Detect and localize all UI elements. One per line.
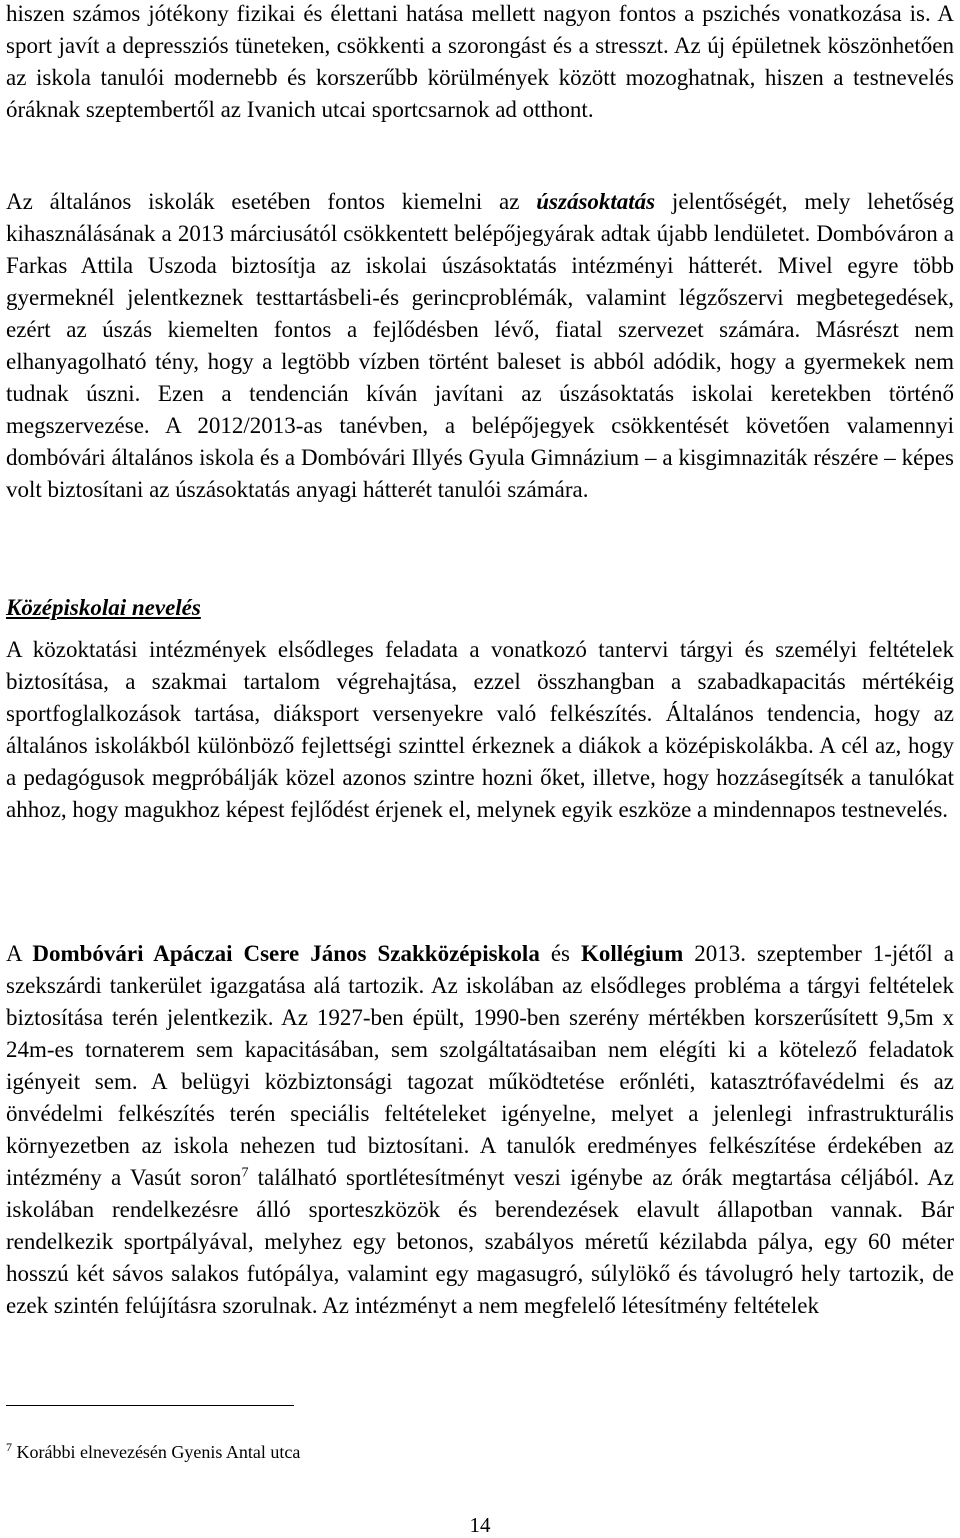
footnote-reference[interactable]: 7: [241, 1165, 249, 1181]
footnote: [6, 1440, 300, 1464]
paragraph-swimming: [6, 186, 954, 506]
paragraph-sport-benefits: [6, 0, 954, 126]
school-name-dormitory: Kollégium: [581, 941, 684, 966]
school-name: Dombóvári Apáczai Csere János Szakközépiskola: [32, 941, 540, 966]
paragraph-lead: A: [6, 941, 33, 966]
paragraph-text-rest: jelentőségét, mely lehetőség kihasználásának a 2013 márciusától csökkentett belépőjegyárak adtak újabb lendületet. Dombóváron a Farkas Attila Uszoda biztosítja az iskolai úszásoktatás intézményi hátterét. Mivel egyre több gyermeknél jelentkeznek testtartásbeli-és gerincproblémák, valamint légzőszervi megbetegedések, ezért az úszás kiemelten fontos a fejlődésben lévő, fiatal szervezet számára. Másrészt nem elhanyagolható tény, hogy a legtöbb vízben történt baleset is abból adódik, hogy a gyermekek nem tudnak úszni. Ezen a tendencián kíván javítani az úszásoktatás iskolai keretekben történő megszervezése. A 2012/2013-as tanévben, a belépőjegyek csökkentését követően valamennyi dombóvári általános iskola és a Dombóvári Illyés Gyula Gimnázium – a kisgimnaziták részére – képes volt biztosítani az úszásoktatás anyagi hátterét tanulói számára.: [6, 189, 954, 502]
paragraph-text-start: Az általános iskolák esetében fontos kiemelni az: [6, 189, 537, 214]
page-number: 14: [469, 1513, 491, 1537]
footnote-number: 7: [6, 1440, 12, 1454]
paragraph-text: hiszen számos jótékony fizikai és élettani hatása mellett nagyon fontos a pszichés vonatkozása is. A sport javít a depressziós tüneteken, csökkenti a szorongást és a stresszt. Az új épületnek köszönhetően az iskola tanulói modernebb és korszerűbb körülmények között mozoghatnak, hiszen a testnevelés óráknak szeptembertől az Ivanich utcai sportcsarnok ad otthont.: [6, 1, 954, 122]
paragraph-text-rest: található sportlétesítményt veszi igénybe az órák megtartása céljából. Az iskolában rendelkezésre álló sporteszközök és berendezések elavult állapotban vannak. Bár rendelkezik sportpályával, melyhez egy betonos, szabályos méretű kézilabda pálya, egy 60 méter hosszú két sávos salakos futópálya, valamint egy magasugró, súlylökő és távolugró hely tartozik, de ezek szintén felújításra szorulnak. Az intézményt a nem megfelelő létesítmény feltételek: [6, 1165, 954, 1318]
section-heading: Középiskolai nevelés: [6, 595, 201, 620]
paragraph-secondary-education: [6, 634, 954, 826]
paragraph-text-start: 2013. szeptember 1-jétől a szekszárdi tankerület igazgatása alá tartozik. Az iskolában az elsődleges probléma a tárgyi feltételek biztosítása terén jelentkezik. Az 1927-ben épült, 1990-ben szerény mértékben korszerűsített 9,5m x 24m-es tornaterem sem kapacitásában, sem szolgáltatásaiban nem elégíti ki a kötelező feladatok igényeit sem. A belügyi közbiztonsági tagozat működtetése erőnléti, katasztrófavédelmi és az önvédelmi felkészítés terén speciális feltételeket igényelne, melyet a jelenlegi infrastrukturális környezetben az iskola nehezen tud biztosítani. A tanulók eredményes felkészítése érdekében az intézmény a Vasút soron: [6, 941, 954, 1190]
footnote-divider: [6, 1405, 294, 1406]
paragraph-school: [6, 938, 954, 1322]
emphasis-swimming: úszásoktatás: [536, 189, 656, 214]
footnote-text: Korábbi elnevezésén Gyenis Antal utca: [12, 1442, 301, 1462]
conjunction: és: [539, 941, 582, 966]
paragraph-text: A közoktatási intézmények elsődleges feladata a vonatkozó tantervi tárgyi és személyi feltételek biztosítása, a szakmai tartalom végrehajtása, ezzel összhangban a szabadkapacitás mértékéig sportfoglalkozások tartása, diáksport versenyekre való felkészítés. Általános tendencia, hogy az általános iskolákból különböző fejlettségi szinttel érkeznek a diákok a középiskolákba. A cél az, hogy a pedagógusok megpróbálják közel azonos szintre hozni őket, illetve, hogy hozzásegítsék a tanulókat ahhoz, hogy magukhoz képest fejlődést érjenek el, melynek egyik eszköze a mindennapos testnevelés.: [6, 637, 954, 822]
